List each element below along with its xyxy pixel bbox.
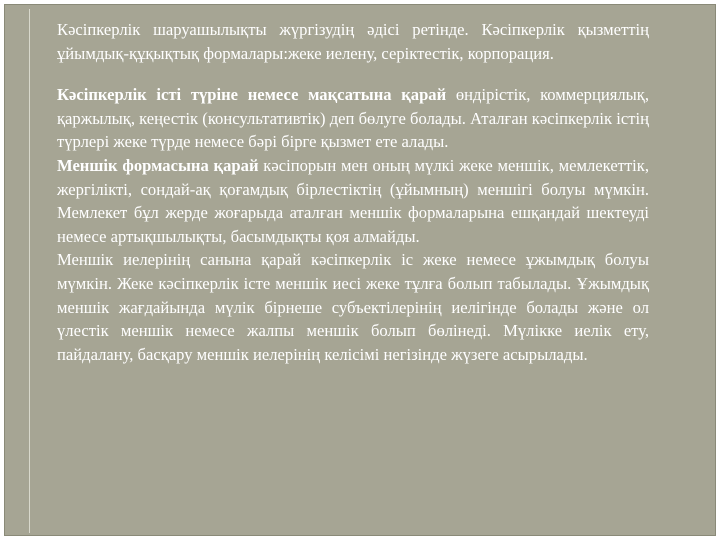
owners-count-paragraph: Меншік иелерінің санына қарай кәсіпкерлік іс жеке немесе ұжымдық болуы мүмкін. Жеке кәсіпкерлік істе меншік иесі жеке тұлға болып табылады. Ұжымдық меншік жағдайында мүлік бірнеше субъектілерінің иелігінде болады және ол үлестік меншік немесе жалпы меншік болып бөлінеді. Мүлікке иелік ету, пайдалану, басқару меншік иелерінің келісімі негізінде жүзеге асырылады. — [57, 250, 649, 364]
intro-paragraph: Кәсіпкерлік шаруашылықты жүргізудің әдісі ретінде. Кәсіпкерлік қызметтің ұйымдық-құқықтық формалары:жеке иелену, серіктестік, корпорация. — [57, 20, 649, 63]
ownership-form-heading: Меншік формасына қарай — [57, 155, 259, 175]
slide-divider-line — [29, 9, 30, 533]
slide-content — [57, 18, 649, 366]
ownership-form-paragraph — [57, 154, 649, 248]
activity-type-paragraph — [57, 83, 649, 154]
activity-type-text: өндірістік, коммерциялық, қаржылық, кеңестік (консультативтік) деп бөлуге болады. Аталған кәсіпкерлік істің түрлері жеке түрде немесе бәрі бірге қызмет ете алады. — [57, 85, 649, 152]
ownership-form-text: кәсіпорын мен оның мүлкі жеке меншік, мемлекеттік, жергілікті, сондай-ақ қоғамдық бірлестіктің (ұйымның) меншігі болуы мүмкін. Мемлекет бұл жерде жоғарыда аталған меншік формаларына ешқандай шектеуді немесе артықшылықты, басымдықты қоя алмайды. — [57, 155, 650, 246]
activity-type-heading: Кәсіпкерлік істі түріне немесе мақсатына қарай — [57, 85, 447, 105]
